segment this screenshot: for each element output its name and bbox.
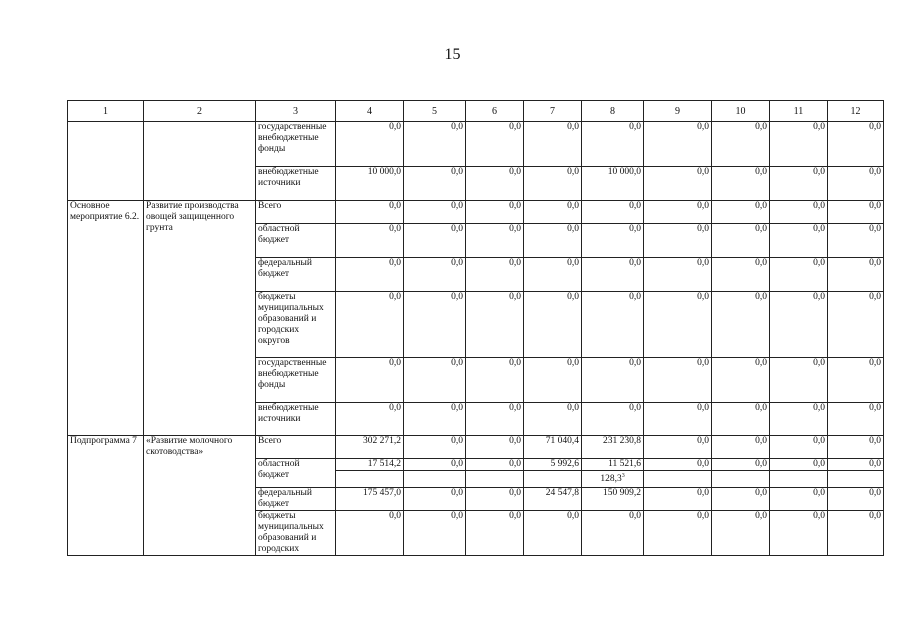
value-cell: 0,0 xyxy=(828,201,884,224)
empty-cell xyxy=(828,471,884,488)
value-cell: 0,0 xyxy=(644,122,712,167)
value-cell: 0,0 xyxy=(466,122,524,167)
value-cell: 0,0 xyxy=(336,358,404,403)
value-cell: 0,0 xyxy=(404,488,466,511)
value-cell: 0,0 xyxy=(336,292,404,358)
value-cell: 0,0 xyxy=(712,488,770,511)
value-cell: 0,0 xyxy=(828,459,884,471)
funding-source-label: федеральный бюджет xyxy=(256,258,336,292)
value-cell: 0,0 xyxy=(582,258,644,292)
empty-cell xyxy=(712,471,770,488)
footnote-value: 128,3 xyxy=(600,474,622,485)
value-cell: 0,0 xyxy=(524,511,582,556)
funding-source-label: областной бюджет xyxy=(256,224,336,258)
column-header: 1 xyxy=(68,101,144,122)
value-cell: 0,0 xyxy=(712,403,770,436)
value-cell: 0,0 xyxy=(770,258,828,292)
value-cell: 0,0 xyxy=(644,459,712,471)
funding-source-label: внебюджетные источники xyxy=(256,403,336,436)
value-cell: 0,0 xyxy=(524,201,582,224)
value-cell: 0,0 xyxy=(404,358,466,403)
value-cell: 0,0 xyxy=(770,511,828,556)
value-cell: 0,0 xyxy=(828,122,884,167)
value-cell: 0,0 xyxy=(712,167,770,201)
value-cell: 0,0 xyxy=(644,224,712,258)
value-cell: 0,0 xyxy=(770,201,828,224)
value-cell: 0,0 xyxy=(644,436,712,459)
column-header: 6 xyxy=(466,101,524,122)
value-cell: 0,0 xyxy=(712,258,770,292)
value-cell: 0,0 xyxy=(404,292,466,358)
value-cell: 175 457,0 xyxy=(336,488,404,511)
value-cell: 0,0 xyxy=(582,511,644,556)
column-header: 11 xyxy=(770,101,828,122)
empty-cell xyxy=(336,471,404,488)
value-cell: 0,0 xyxy=(404,511,466,556)
value-cell: 0,0 xyxy=(524,292,582,358)
value-cell: 71 040,4 xyxy=(524,436,582,459)
value-cell: 0,0 xyxy=(712,459,770,471)
program-code-cell xyxy=(68,122,144,201)
value-cell: 5 992,6 xyxy=(524,459,582,471)
column-header: 10 xyxy=(712,101,770,122)
funding-source-label: бюджеты муниципальных образований и городских округов xyxy=(256,292,336,358)
column-header: 5 xyxy=(404,101,466,122)
funding-source-label: Всего xyxy=(256,201,336,224)
funding-source-label: внебюджетные источники xyxy=(256,167,336,201)
value-cell: 0,0 xyxy=(712,511,770,556)
value-cell: 0,0 xyxy=(466,292,524,358)
value-cell: 0,0 xyxy=(770,488,828,511)
program-title-cell xyxy=(144,122,256,201)
value-cell: 0,0 xyxy=(336,201,404,224)
funding-source-label: бюджеты муниципальных образований и городских xyxy=(256,511,336,556)
value-cell: 0,0 xyxy=(336,122,404,167)
value-cell: 0,0 xyxy=(466,258,524,292)
value-cell: 0,0 xyxy=(644,403,712,436)
value-cell: 0,0 xyxy=(770,403,828,436)
table-row xyxy=(68,122,884,167)
value-cell: 150 909,2 xyxy=(582,488,644,511)
value-cell: 0,0 xyxy=(466,511,524,556)
value-cell: 0,0 xyxy=(524,258,582,292)
header-row xyxy=(68,101,884,122)
value-cell: 0,0 xyxy=(582,403,644,436)
column-header: 8 xyxy=(582,101,644,122)
value-cell: 0,0 xyxy=(404,122,466,167)
value-cell: 0,0 xyxy=(524,167,582,201)
value-cell: 0,0 xyxy=(770,122,828,167)
column-header: 9 xyxy=(644,101,712,122)
value-cell: 10 000,0 xyxy=(336,167,404,201)
value-cell: 0,0 xyxy=(828,488,884,511)
value-cell: 0,0 xyxy=(644,201,712,224)
value-cell: 0,0 xyxy=(644,488,712,511)
value-cell: 0,0 xyxy=(712,358,770,403)
value-cell: 0,0 xyxy=(466,167,524,201)
table-row xyxy=(68,436,884,459)
value-cell: 0,0 xyxy=(582,224,644,258)
value-cell: 0,0 xyxy=(466,488,524,511)
value-cell: 0,0 xyxy=(524,358,582,403)
value-cell: 0,0 xyxy=(582,292,644,358)
value-cell: 0,0 xyxy=(582,122,644,167)
value-cell: 0,0 xyxy=(582,201,644,224)
column-header: 7 xyxy=(524,101,582,122)
value-cell: 0,0 xyxy=(828,403,884,436)
table-row xyxy=(68,201,884,224)
program-title-cell: Развитие производства овощей защищенного грунта xyxy=(144,201,256,436)
empty-cell xyxy=(644,471,712,488)
footnote-value-cell xyxy=(582,471,644,488)
value-cell: 0,0 xyxy=(404,224,466,258)
value-cell: 0,0 xyxy=(524,224,582,258)
column-header: 2 xyxy=(144,101,256,122)
value-cell: 0,0 xyxy=(828,292,884,358)
funding-source-label: областной бюджет xyxy=(256,459,336,488)
value-cell: 0,0 xyxy=(404,436,466,459)
value-cell: 0,0 xyxy=(466,459,524,471)
value-cell: 0,0 xyxy=(828,224,884,258)
column-header: 4 xyxy=(336,101,404,122)
funding-source-label: государственные внебюджетные фонды xyxy=(256,358,336,403)
empty-cell xyxy=(524,471,582,488)
value-cell: 0,0 xyxy=(770,292,828,358)
program-code-cell: Подпрограмма 7 xyxy=(68,436,144,556)
value-cell: 0,0 xyxy=(404,459,466,471)
value-cell: 10 000,0 xyxy=(582,167,644,201)
value-cell: 0,0 xyxy=(582,358,644,403)
value-cell: 0,0 xyxy=(828,167,884,201)
value-cell: 0,0 xyxy=(770,436,828,459)
value-cell: 0,0 xyxy=(644,258,712,292)
value-cell: 0,0 xyxy=(404,258,466,292)
value-cell: 0,0 xyxy=(466,358,524,403)
value-cell: 24 547,8 xyxy=(524,488,582,511)
empty-cell xyxy=(404,471,466,488)
value-cell: 0,0 xyxy=(466,403,524,436)
funding-source-label: государственные внебюджетные фонды xyxy=(256,122,336,167)
value-cell: 0,0 xyxy=(644,358,712,403)
value-cell: 0,0 xyxy=(404,167,466,201)
program-title-cell: «Развитие молочного скотоводства» xyxy=(144,436,256,556)
value-cell: 0,0 xyxy=(524,122,582,167)
value-cell: 0,0 xyxy=(524,403,582,436)
value-cell: 17 514,2 xyxy=(336,459,404,471)
value-cell: 11 521,6 xyxy=(582,459,644,471)
funding-source-label: Всего xyxy=(256,436,336,459)
value-cell: 0,0 xyxy=(336,511,404,556)
value-cell: 0,0 xyxy=(712,292,770,358)
budget-table xyxy=(67,100,884,556)
value-cell: 0,0 xyxy=(770,459,828,471)
column-header: 3 xyxy=(256,101,336,122)
value-cell: 231 230,8 xyxy=(582,436,644,459)
value-cell: 0,0 xyxy=(336,224,404,258)
value-cell: 0,0 xyxy=(712,436,770,459)
footnote-marker: 3 xyxy=(621,473,625,479)
value-cell: 0,0 xyxy=(466,201,524,224)
empty-cell xyxy=(466,471,524,488)
funding-source-label: федеральный бюджет xyxy=(256,488,336,511)
value-cell: 0,0 xyxy=(644,511,712,556)
value-cell: 0,0 xyxy=(828,358,884,403)
empty-cell xyxy=(770,471,828,488)
value-cell: 0,0 xyxy=(828,511,884,556)
value-cell: 0,0 xyxy=(712,201,770,224)
value-cell: 0,0 xyxy=(466,224,524,258)
column-header: 12 xyxy=(828,101,884,122)
value-cell: 0,0 xyxy=(712,224,770,258)
value-cell: 0,0 xyxy=(644,167,712,201)
value-cell: 302 271,2 xyxy=(336,436,404,459)
page-number: 15 xyxy=(444,46,461,63)
value-cell: 0,0 xyxy=(336,403,404,436)
value-cell: 0,0 xyxy=(644,292,712,358)
value-cell: 0,0 xyxy=(828,436,884,459)
program-code-cell: Основное мероприятие 6.2. xyxy=(68,201,144,436)
value-cell: 0,0 xyxy=(828,258,884,292)
value-cell: 0,0 xyxy=(336,258,404,292)
value-cell: 0,0 xyxy=(404,201,466,224)
value-cell: 0,0 xyxy=(466,436,524,459)
value-cell: 0,0 xyxy=(712,122,770,167)
value-cell: 0,0 xyxy=(770,358,828,403)
value-cell: 0,0 xyxy=(770,167,828,201)
value-cell: 0,0 xyxy=(404,403,466,436)
value-cell: 0,0 xyxy=(770,224,828,258)
